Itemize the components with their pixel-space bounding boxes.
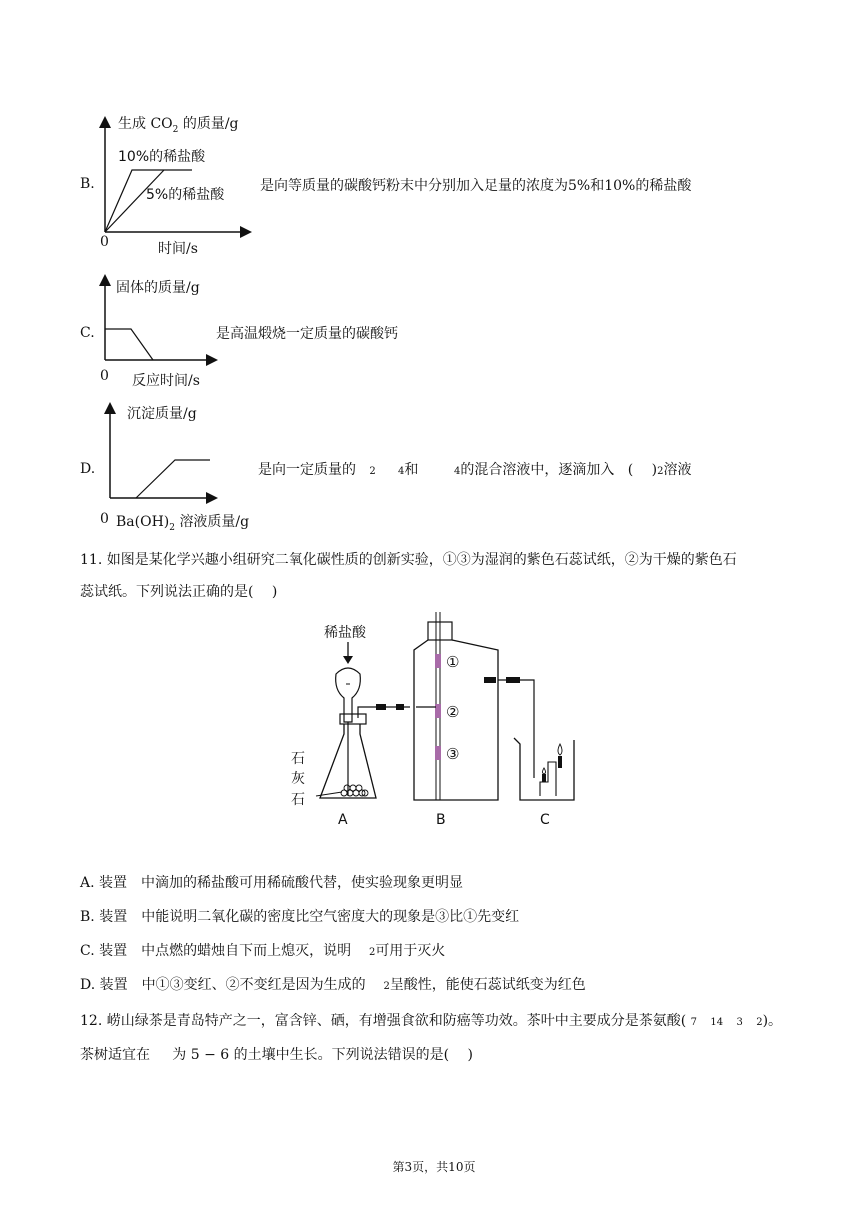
option-c-description: 是高温煅烧一定质量的碳酸钙 <box>216 326 398 342</box>
litmus-paper-1 <box>435 654 441 668</box>
option-d-description: 是向一定质量的 2 4和 4的混合溶液中，逐滴加入 ( )2溶液 <box>258 462 692 478</box>
graph-b-line1-label: 10%的稀盐酸 <box>118 149 206 165</box>
graph-b-origin: 0 <box>100 234 109 250</box>
stone-label-3: 石 <box>291 792 305 808</box>
q11-option-a[interactable]: A. 装置 中滴加的稀盐酸可用稀硫酸代替，使实验现象更明显 <box>80 875 464 891</box>
graph-d-origin: 0 <box>100 511 109 527</box>
option-c-letter: C. <box>80 325 95 341</box>
graph-b-line2-label: 5%的稀盐酸 <box>146 187 225 203</box>
graph-d-x-label: $Ba(OH)_2$ 溶液质量/g <box>116 514 250 533</box>
flame-low <box>543 768 546 774</box>
tube-b-c <box>498 680 534 778</box>
graph-c-origin: 0 <box>100 368 109 384</box>
graph-d-curve <box>136 460 210 498</box>
paper-label-3: ③ <box>446 745 460 763</box>
graph-c-curve <box>105 329 153 360</box>
q11-option-c[interactable]: C. 装置 中点燃的蜡烛自下而上熄灭，说明 2可用于灭火 <box>80 943 446 959</box>
paper-label-2: ② <box>446 703 460 721</box>
beaker-c <box>514 738 574 800</box>
graph-b-x-label: 时间/s <box>158 241 198 257</box>
acid-label: 稀盐酸 <box>324 625 366 641</box>
limestone-pointer <box>316 792 342 796</box>
q11-stem <box>80 550 840 602</box>
option-b-description: 是向等质量的碳酸钙粉末中分别加入足量的浓度为5%和10%的稀盐酸 <box>260 178 692 194</box>
option-d-letter: D. <box>80 461 96 477</box>
litmus-paper-3 <box>435 746 441 760</box>
q11-stem-line2: 蕊试纸。下列说法正确的是( ) <box>80 584 278 600</box>
candle-low <box>542 774 546 782</box>
q11-option-d[interactable]: D. 装置 中①③变红、②不变红是因为生成的 2呈酸性，能使石蕊试纸变为红色 <box>80 977 586 993</box>
limestone-pebbles <box>341 785 368 796</box>
candle-high <box>558 756 562 768</box>
q11-option-b[interactable]: B. 装置 中能说明二氧化碳的密度比空气密度大的现象是③比①先变红 <box>80 909 520 925</box>
stone-label-1: 石 <box>291 751 305 767</box>
paper-label-1: ① <box>446 653 460 671</box>
q11-apparatus-figure <box>280 610 580 840</box>
acid-arrow-head <box>343 656 353 664</box>
q11-stem-line1: 11. 如图是某化学兴趣小组研究二氧化碳性质的创新实验，①③为湿润的紫色石蕊试纸，②为干燥的紫色石 <box>80 552 737 568</box>
graph-c-y-label: 固体的质量/g <box>116 280 200 296</box>
figure-label-c: C <box>540 812 550 828</box>
q12-stem-line2: 茶树适宜在 为 5 − 6 的土壤中生长。下列说法错误的是( ) <box>80 1047 473 1063</box>
flame-high <box>558 744 562 755</box>
stone-label-2: 灰 <box>291 771 305 787</box>
figure-label-b: B <box>436 812 446 828</box>
option-b-letter: B. <box>80 176 95 192</box>
graph-c-x-label: 反应时间/s <box>132 373 200 389</box>
litmus-paper-2 <box>435 704 441 718</box>
page-footer: 第3页，共10页 <box>392 1160 476 1174</box>
graph-d-y-label: 沉淀质量/g <box>127 406 197 422</box>
figure-label-a: A <box>338 812 348 828</box>
graph-b-y-label: 生成 $CO_2$ 的质量/g <box>118 116 239 135</box>
q12-stem-line1: 12. 崂山绿茶是青岛特产之一，富含锌、硒，有增强食欲和防癌等功效。茶叶中主要成分是茶氨酸( 7 14 3 2)。 <box>80 1013 783 1029</box>
